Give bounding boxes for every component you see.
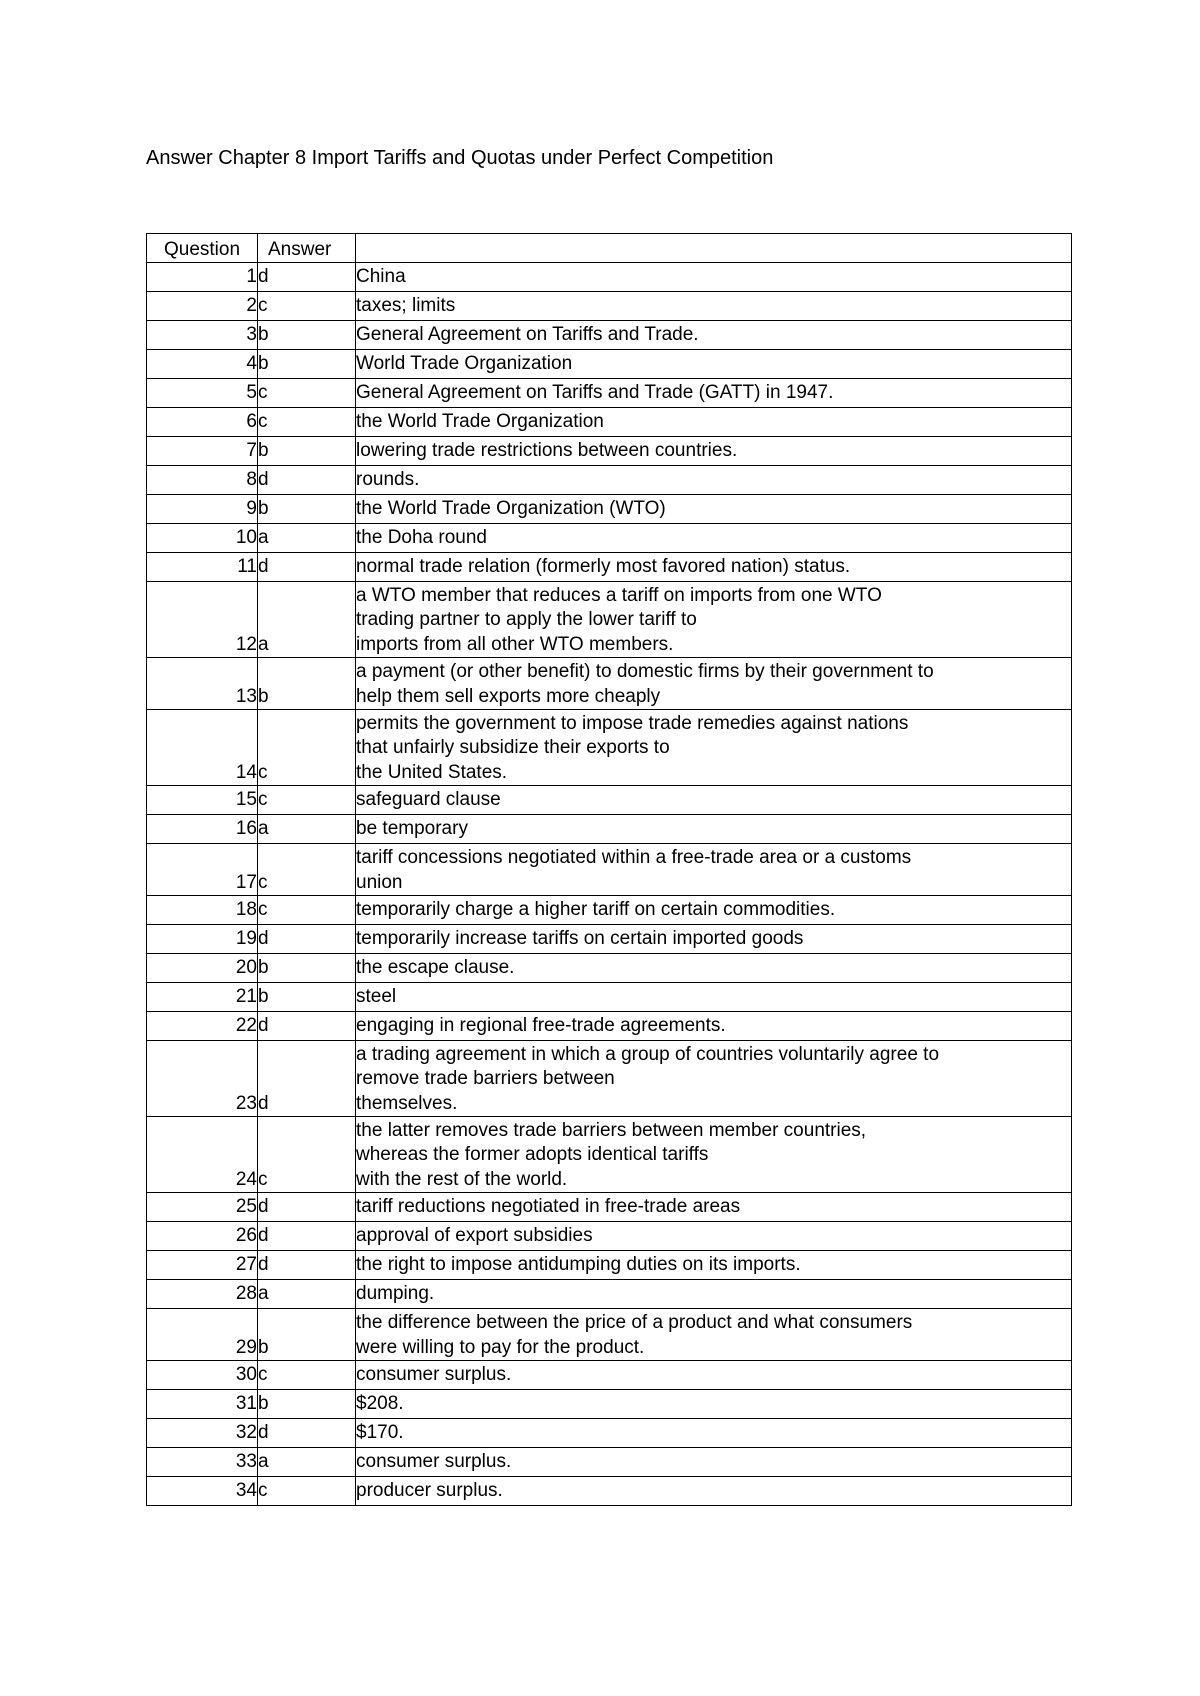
answer-letter: b (258, 437, 356, 466)
question-number: 23 (147, 1041, 258, 1117)
table-row (147, 815, 1072, 844)
answer-text: China (356, 263, 1072, 292)
question-number: 6 (147, 408, 258, 437)
answer-text: temporarily increase tariffs on certain imported goods (356, 925, 1072, 954)
table-row (147, 1419, 1072, 1448)
answer-letter: d (258, 1419, 356, 1448)
answer-letter: d (258, 1251, 356, 1280)
answer-text: the right to impose antidumping duties on its imports. (356, 1251, 1072, 1280)
question-number: 20 (147, 954, 258, 983)
question-number: 2 (147, 292, 258, 321)
answer-text: a trading agreement in which a group of countries voluntarily agree to remove trade barriers between themselves. (356, 1041, 1072, 1117)
answer-letter: d (258, 1193, 356, 1222)
table-row (147, 1222, 1072, 1251)
answer-text: General Agreement on Tariffs and Trade. (356, 321, 1072, 350)
table-row (147, 954, 1072, 983)
question-number: 3 (147, 321, 258, 350)
header-row (147, 234, 1072, 263)
answer-text: lowering trade restrictions between countries. (356, 437, 1072, 466)
answer-text: consumer surplus. (356, 1448, 1072, 1477)
question-number: 32 (147, 1419, 258, 1448)
table-row (147, 658, 1072, 710)
answer-letter: c (258, 408, 356, 437)
question-number: 7 (147, 437, 258, 466)
answer-text: the Doha round (356, 524, 1072, 553)
question-number: 27 (147, 1251, 258, 1280)
table-row (147, 292, 1072, 321)
question-number: 21 (147, 983, 258, 1012)
answer-text: safeguard clause (356, 786, 1072, 815)
question-number: 19 (147, 925, 258, 954)
answer-text: the World Trade Organization (356, 408, 1072, 437)
question-number: 10 (147, 524, 258, 553)
header-answer: Answer (258, 234, 356, 263)
table-row (147, 321, 1072, 350)
answer-text: the World Trade Organization (WTO) (356, 495, 1072, 524)
answer-letter: a (258, 1448, 356, 1477)
answer-letter: d (258, 553, 356, 582)
table-row (147, 1012, 1072, 1041)
question-number: 12 (147, 582, 258, 658)
question-number: 16 (147, 815, 258, 844)
answer-letter: b (258, 1390, 356, 1419)
answer-letter: b (258, 495, 356, 524)
answer-text: consumer surplus. (356, 1361, 1072, 1390)
answer-letter: d (258, 1041, 356, 1117)
table-row (147, 495, 1072, 524)
question-number: 29 (147, 1309, 258, 1361)
answer-text: tariff concessions negotiated within a free-trade area or a customs union (356, 844, 1072, 896)
answer-letter: d (258, 925, 356, 954)
answer-text: a payment (or other benefit) to domestic firms by their government to help them sell exports more cheaply (356, 658, 1072, 710)
question-number: 15 (147, 786, 258, 815)
answer-text: the escape clause. (356, 954, 1072, 983)
table-row (147, 983, 1072, 1012)
table-row (147, 1251, 1072, 1280)
answer-letter: a (258, 524, 356, 553)
answer-letter: c (258, 1361, 356, 1390)
table-row (147, 379, 1072, 408)
answer-text: permits the government to impose trade remedies against nations that unfairly subsidize their exports to the United States. (356, 710, 1072, 786)
answer-text: temporarily charge a higher tariff on certain commodities. (356, 896, 1072, 925)
table-row (147, 1193, 1072, 1222)
question-number: 18 (147, 896, 258, 925)
answer-text: dumping. (356, 1280, 1072, 1309)
answer-letter: b (258, 658, 356, 710)
question-number: 26 (147, 1222, 258, 1251)
table-row (147, 466, 1072, 495)
table-row (147, 1117, 1072, 1193)
question-number: 9 (147, 495, 258, 524)
table-row (147, 1390, 1072, 1419)
table-row (147, 263, 1072, 292)
table-row (147, 582, 1072, 658)
question-number: 11 (147, 553, 258, 582)
answer-letter: d (258, 466, 356, 495)
table-row (147, 350, 1072, 379)
header-explanation (356, 234, 1072, 263)
question-number: 22 (147, 1012, 258, 1041)
answer-text: normal trade relation (formerly most favored nation) status. (356, 553, 1072, 582)
question-number: 17 (147, 844, 258, 896)
question-number: 4 (147, 350, 258, 379)
table-row (147, 1361, 1072, 1390)
table-row (147, 786, 1072, 815)
answer-letter: c (258, 844, 356, 896)
table-row (147, 1448, 1072, 1477)
answer-letter: c (258, 710, 356, 786)
answer-text: the difference between the price of a product and what consumers were willing to pay for the product. (356, 1309, 1072, 1361)
table-row (147, 408, 1072, 437)
question-number: 5 (147, 379, 258, 408)
question-number: 8 (147, 466, 258, 495)
answer-letter: c (258, 1477, 356, 1506)
table-row (147, 1309, 1072, 1361)
answer-letter: c (258, 1117, 356, 1193)
table-row (147, 1477, 1072, 1506)
answer-letter: b (258, 350, 356, 379)
answer-text: approval of export subsidies (356, 1222, 1072, 1251)
answer-text: rounds. (356, 466, 1072, 495)
table-row (147, 896, 1072, 925)
answer-table (146, 233, 1072, 1506)
answer-text: engaging in regional free-trade agreements. (356, 1012, 1072, 1041)
question-number: 24 (147, 1117, 258, 1193)
answer-letter: c (258, 786, 356, 815)
table-row (147, 710, 1072, 786)
answer-text: tariff reductions negotiated in free-trade areas (356, 1193, 1072, 1222)
answer-text: $170. (356, 1419, 1072, 1448)
answer-letter: c (258, 896, 356, 925)
page-title: Answer Chapter 8 Import Tariffs and Quotas under Perfect Competition (146, 147, 774, 169)
answer-text: taxes; limits (356, 292, 1072, 321)
answer-letter: d (258, 1012, 356, 1041)
answer-text: a WTO member that reduces a tariff on imports from one WTO trading partner to apply the lower tariff to imports from all other WTO members. (356, 582, 1072, 658)
answer-letter: a (258, 815, 356, 844)
question-number: 14 (147, 710, 258, 786)
answer-text: World Trade Organization (356, 350, 1072, 379)
header-question: Question (147, 234, 258, 263)
question-number: 33 (147, 1448, 258, 1477)
answer-letter: b (258, 1309, 356, 1361)
table-row (147, 1280, 1072, 1309)
table-row (147, 524, 1072, 553)
answer-letter: a (258, 1280, 356, 1309)
question-number: 30 (147, 1361, 258, 1390)
answer-letter: b (258, 321, 356, 350)
answer-text: steel (356, 983, 1072, 1012)
answer-letter: d (258, 1222, 356, 1251)
answer-letter: a (258, 582, 356, 658)
answer-text: the latter removes trade barriers between member countries, whereas the former adopts identical tariffs with the rest of the world. (356, 1117, 1072, 1193)
question-number: 25 (147, 1193, 258, 1222)
table-row (147, 1041, 1072, 1117)
table-row (147, 437, 1072, 466)
table-row (147, 844, 1072, 896)
answer-text: General Agreement on Tariffs and Trade (GATT) in 1947. (356, 379, 1072, 408)
answer-letter: d (258, 263, 356, 292)
answer-letter: b (258, 954, 356, 983)
answer-text: $208. (356, 1390, 1072, 1419)
answer-text: be temporary (356, 815, 1072, 844)
answer-letter: c (258, 292, 356, 321)
table-row (147, 553, 1072, 582)
question-number: 1 (147, 263, 258, 292)
answer-letter: c (258, 379, 356, 408)
question-number: 31 (147, 1390, 258, 1419)
table-row (147, 925, 1072, 954)
answer-letter: b (258, 983, 356, 1012)
answer-table-body (147, 234, 1072, 1506)
question-number: 28 (147, 1280, 258, 1309)
question-number: 34 (147, 1477, 258, 1506)
question-number: 13 (147, 658, 258, 710)
answer-text: producer surplus. (356, 1477, 1072, 1506)
